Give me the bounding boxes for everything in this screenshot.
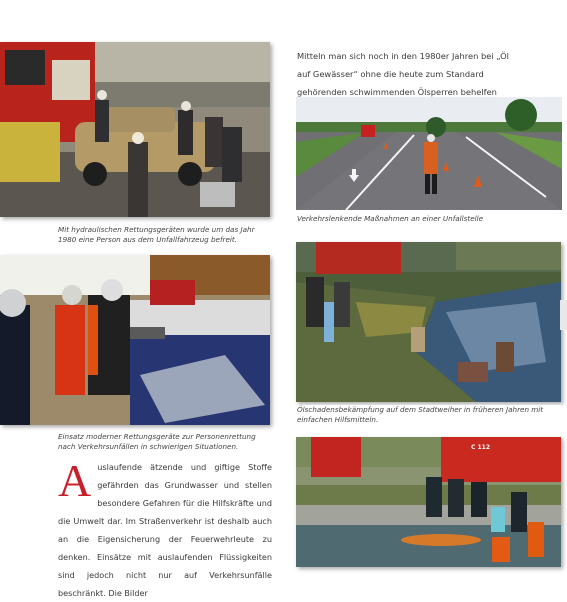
photo-pond-oil <box>296 242 561 402</box>
photo-modern-rescue <box>0 255 270 425</box>
photo-1980-rescue <box>0 42 270 217</box>
photo-modern-rescue-caption: Einsatz moderner Rettungsgeräte zur Personenrettung nach Verkehrsunfällen in schwierigen Situationen. <box>58 432 256 451</box>
photo-traffic-control <box>296 97 562 210</box>
article-body <box>58 455 272 602</box>
truck-number-plate: C 112 <box>471 444 491 451</box>
article-text: uslaufende ätzende und giftige Stoffe gefährden das Grundwasser und stellen besondere Gefahren für die Hilfskräfte und die Umwelt dar. Im Straßenverkehr ist deshalb auch an die Eigensicherung der Feuerwehrleute zu denken. Einsätze mit auslaufenden Flüssigkeiten sind jedoch nicht nur auf Verkehrsunfälle beschränkt. Die Bilder <box>58 462 272 598</box>
dropcap-letter: A <box>58 455 92 506</box>
photo-pond-oil-caption: Ölschadensbekämpfung auf dem Stadtweiher in früheren Jahren mit einfachen Hilfsmitteln. <box>297 405 561 425</box>
photo-traffic-control-caption: Verkehrslenkende Maßnahmen an einer Unfallstelle <box>297 214 484 223</box>
photo-1980-rescue-caption: Mit hydraulischen Rettungsgeräten wurde um das Jahr 1980 eine Person aus dem Unfallfahrzeug befreit. <box>58 225 255 244</box>
page-edge-divider <box>560 300 567 330</box>
photo-oil-barrier <box>296 437 561 567</box>
intro-paragraph: Mitteln man sich noch in den 1980er Jahren bei „Öl auf Gewässer“ ohne die heute zum Standard gehörenden schwimmenden Ölsperren behelfen <box>297 51 509 97</box>
